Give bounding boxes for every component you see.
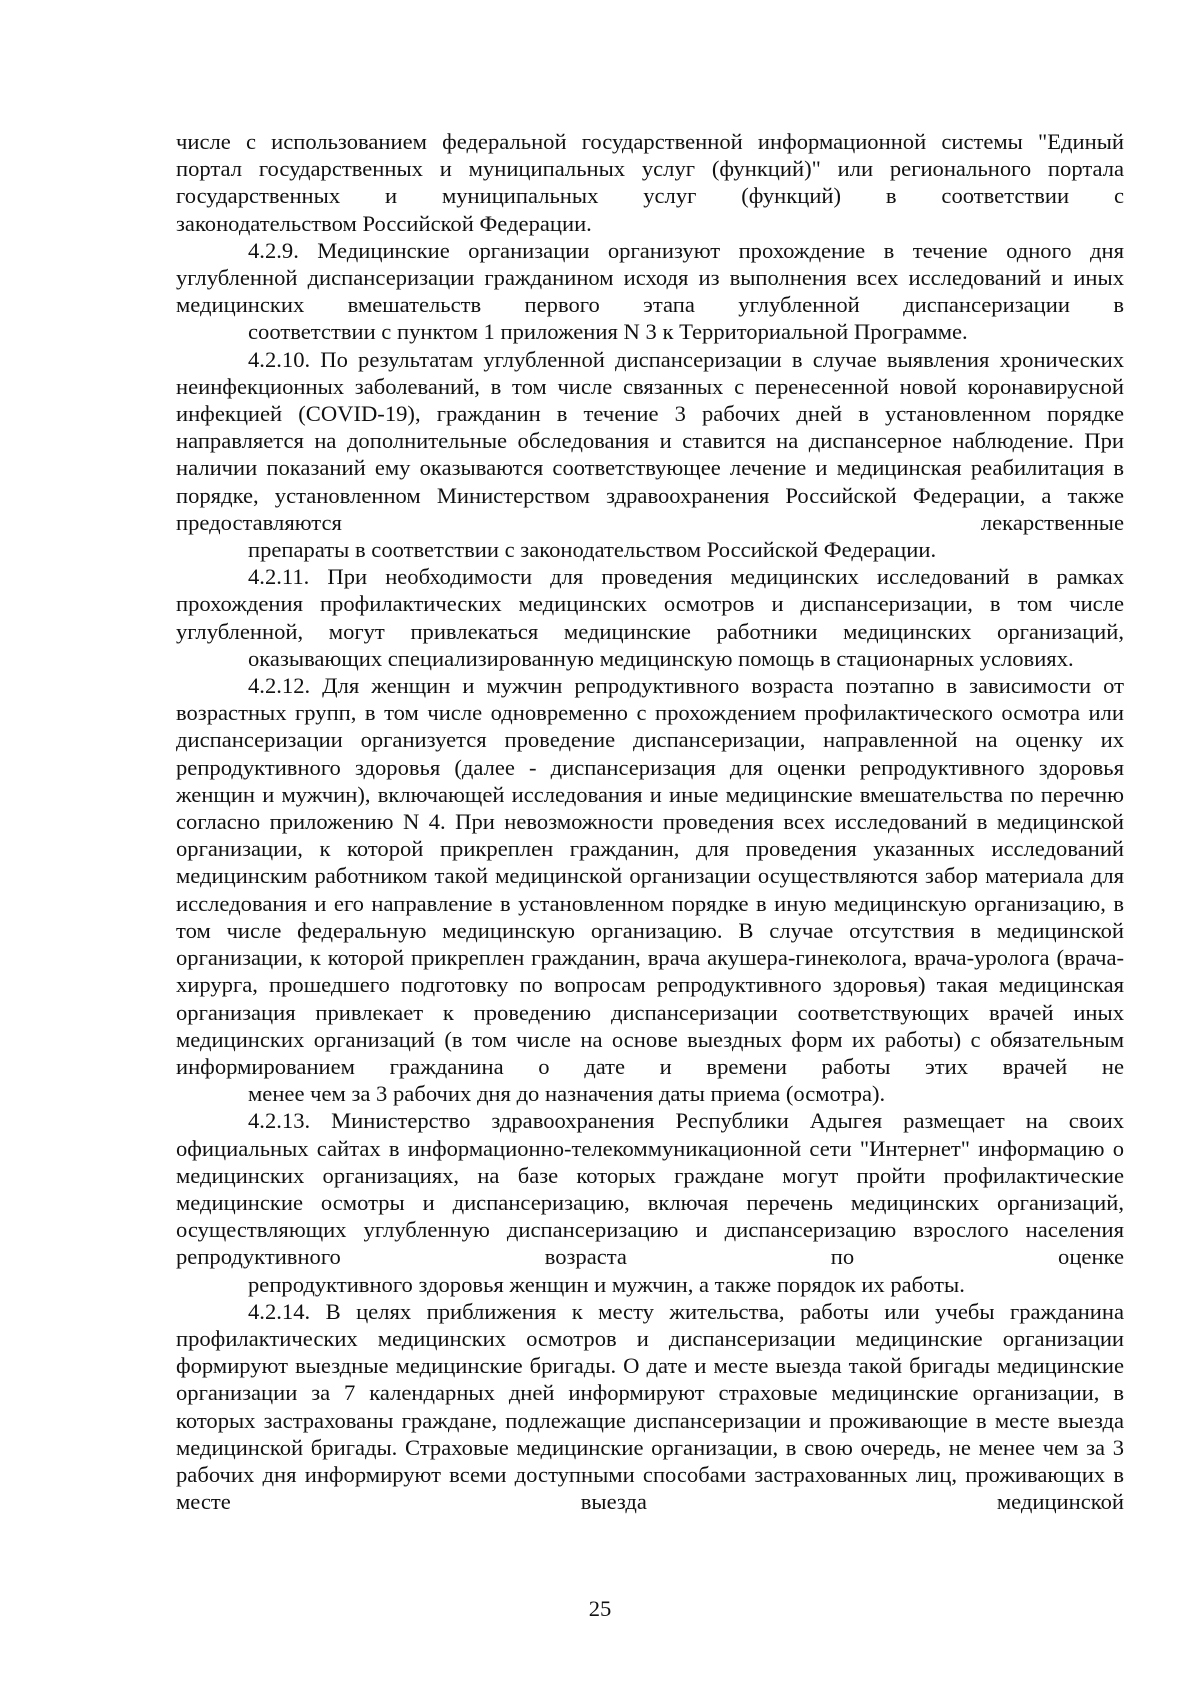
paragraph-last-line: препараты в соответствии с законодательством Российской Федерации. [248,537,937,563]
paragraph-4-2-10 [176,346,1124,564]
paragraph-4-2-14 [176,1298,1124,1516]
paragraph-4-2-12 [176,672,1124,1107]
paragraph-4-2-11 [176,563,1124,672]
page-number: 25 [588,1596,612,1621]
paragraph-intro-continuation [176,128,1124,237]
paragraph-last-line: соответствии с пунктом 1 приложения N 3 к Территориальной Программе. [248,319,968,345]
paragraph-text: числе с использованием федеральной государственной информационной системы "Единый портал государственных и муниципальных услуг (функций)" или регионального портала государственных и муниципальных услуг (функций) в соответствии с [176,129,1124,209]
paragraph-text: 4.2.13. Министерство здравоохранения Республики Адыгея размещает на своих официальных сайтах в информационно-телекоммуникационной сети "Интернет" информацию о медицинских организациях, на базе которых граждане могут пройти профилактические медицинские осмотры и диспансеризацию, включая перечень медицинских организаций, осуществляющих углубленную диспансеризацию и диспансеризацию взрослого населения репродуктивного возраста по оценке [176,1108,1124,1270]
paragraph-text: 4.2.12. Для женщин и мужчин репродуктивного возраста поэтапно в зависимости от возрастных групп, в том числе одновременно с прохождением профилактического осмотра или диспансеризации организуется проведение диспансеризации, направленной на оценку их репродуктивного здоровья (далее - диспансеризация для оценки репродуктивного здоровья женщин и мужчин), включающей исследования и иные медицинские вмешательства по перечню согласно приложению N 4. При невозможности проведения всех исследований в медицинской организации, к которой прикреплен гражданин, для проведения указанных исследований медицинским работником такой медицинской организации осуществляются забор материала для исследования и его направление в установленном порядке в иную медицинскую организацию, в том числе федеральную медицинскую организацию. В случае отсутствия в медицинской организации, к которой прикреплен гражданин, врача акушера-гинеколога, врача-уролога (врача-хирурга, прошедшего подготовку по вопросам репродуктивного здоровья) такая медицинская организация привлекает к проведению диспансеризации соответствующих врачей иных медицинских организаций (в том числе на основе выездных форм их работы) с обязательным информированием гражданина о дате и времени работы этих врачей не [176,673,1124,1079]
document-page [176,128,1124,1515]
paragraph-4-2-9 [176,237,1124,346]
paragraph-last-line: менее чем за 3 рабочих дня до назначения даты приема (осмотра). [248,1081,886,1107]
paragraph-last-line: законодательством Российской Федерации. [176,210,592,236]
paragraph-text: 4.2.9. Медицинские организации организуют прохождение в течение одного дня углубленной диспансеризации гражданином исходя из выполнения всех исследований и иных медицинских вмешательств первого этапа углубленной диспансеризации в [176,237,1124,318]
paragraph-4-2-13 [176,1107,1124,1297]
paragraph-last-line: оказывающих специализированную медицинскую помощь в стационарных условиях. [248,645,1074,671]
paragraph-text: 4.2.10. По результатам углубленной диспансеризации в случае выявления хронических неинфекционных заболеваний, в том числе связанных с перенесенной новой коронавирусной инфекцией (COVID-19), гражданин в течение 3 рабочих дней в установленном порядке направляется на дополнительные обследования и ставится на диспансерное наблюдение. При наличии показаний ему оказываются соответствующее лечение и медицинская реабилитация в порядке, установленном Министерством здравоохранения Российской Федерации, а также предоставляются лекарственные [176,346,1124,535]
paragraph-last-line: репродуктивного здоровья женщин и мужчин, а также порядок их работы. [248,1271,965,1297]
paragraph-text: 4.2.11. При необходимости для проведения медицинских исследований в рамках прохождения профилактических медицинских осмотров и диспансеризации, в том числе углубленной, могут привлекаться медицинские работники медицинских организаций, [176,564,1124,644]
paragraph-text: 4.2.14. В целях приближения к месту жительства, работы или учебы гражданина профилактических медицинских осмотров и диспансеризации медицинские организации формируют выездные медицинские бригады. О дате и месте выезда такой бригады медицинские организации за 7 календарных дней информируют страховые медицинские организации, в которых застрахованы граждане, подлежащие диспансеризации и проживающие в месте выезда медицинской бригады. Страховые медицинские организации, в свою очередь, не менее чем за 3 рабочих дня информируют всеми доступными способами застрахованных лиц, проживающих в месте выезда медицинской [176,1298,1124,1515]
